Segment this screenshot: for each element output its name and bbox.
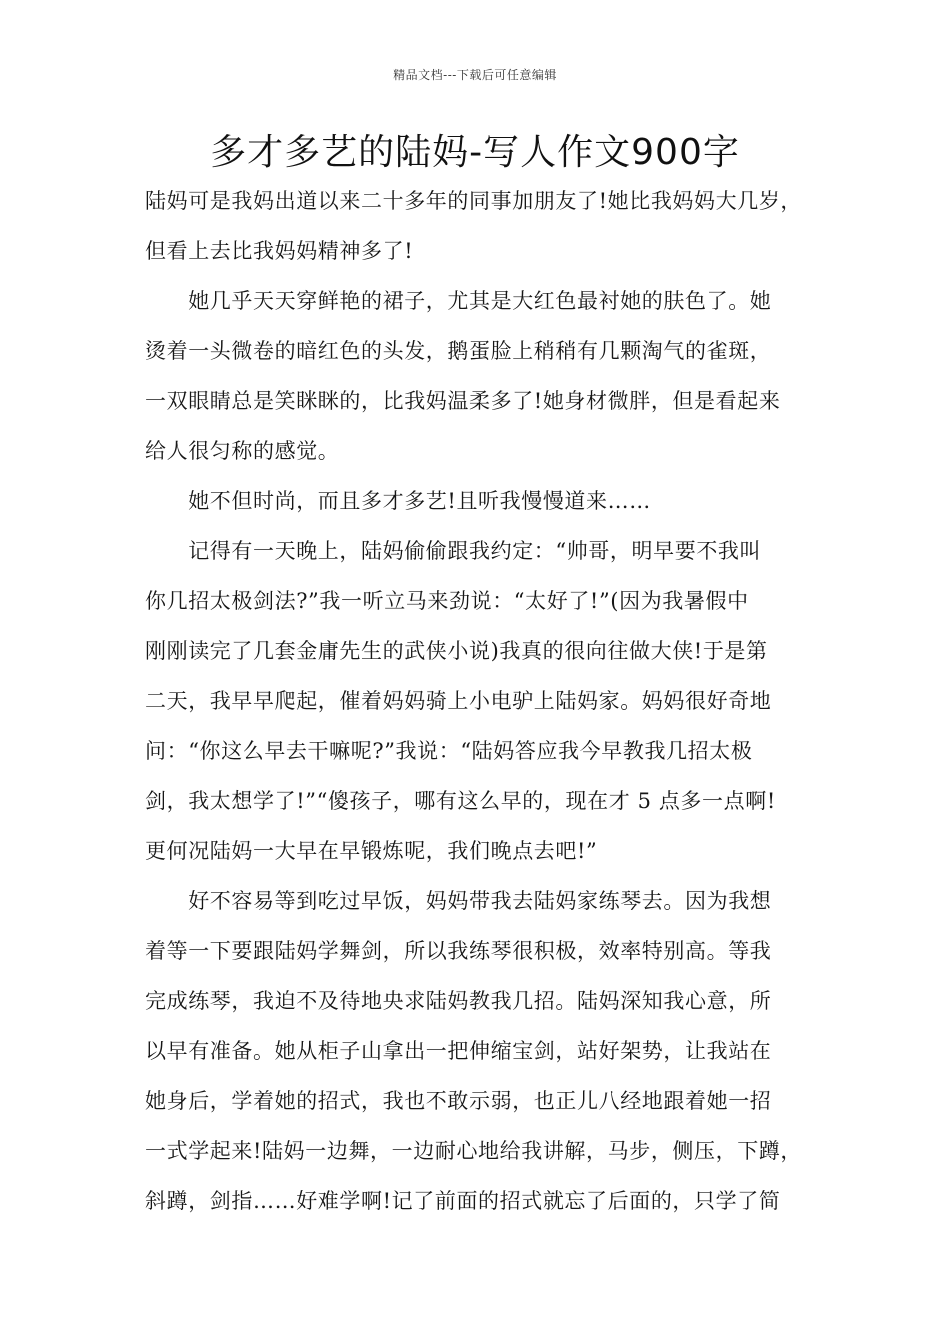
body-line: 她身后，学着她的招式，我也不敢示弱，也正儿八经地跟着她一招 <box>145 1089 772 1113</box>
body-line: 剑，我太想学了!”“傻孩子，哪有这么早的，现在才 5 点多一点啊! <box>145 789 776 813</box>
body-line: 问：“你这么早去干嘛呢?”我说：“陆妈答应我今早教我几招太极 <box>145 739 753 763</box>
body-line: 一式学起来!陆妈一边舞，一边耐心地给我讲解，马步，侧压，下蹲， <box>145 1139 803 1163</box>
body-line: 给人很匀称的感觉。 <box>145 439 340 463</box>
body-line: 烫着一头微卷的暗红色的头发，鹅蛋脸上稍稍有几颗淘气的雀斑， <box>145 339 772 363</box>
page-title: 多才多艺的陆妈-写人作文900字 <box>210 132 740 173</box>
body-line: 刚刚读完了几套金庸先生的武侠小说)我真的很向往做大侠!于是第 <box>145 639 768 663</box>
body-line: 更何况陆妈一大早在早锻炼呢，我们晚点去吧!” <box>145 839 598 863</box>
body-line: 斜蹲，剑指……好难学啊!记了前面的招式就忘了后面的，只学了简 <box>145 1189 781 1213</box>
body-line: 完成练琴，我迫不及待地央求陆妈教我几招。陆妈深知我心意，所 <box>145 989 772 1013</box>
body-line: 记得有一天晚上，陆妈偷偷跟我约定：“帅哥，明早要不我叫 <box>145 539 762 563</box>
body-line: 好不容易等到吃过早饭，妈妈带我去陆妈家练琴去。因为我想 <box>145 889 772 913</box>
body-line: 她不但时尚，而且多才多艺!且听我慢慢道来…… <box>145 489 651 513</box>
body-line: 着等一下要跟陆妈学舞剑，所以我练琴很积极，效率特别高。等我 <box>145 939 772 963</box>
body-line: 你几招太极剑法?”我一听立马来劲说：“太好了!”(因为我暑假中 <box>145 589 749 613</box>
body-line: 陆妈可是我妈出道以来二十多年的同事加朋友了!她比我妈妈大几岁， <box>145 189 803 213</box>
header-note: 精品文档---下载后可任意编辑 <box>393 68 557 82</box>
body-line: 以早有准备。她从柜子山拿出一把伸缩宝剑，站好架势，让我站在 <box>145 1039 772 1063</box>
body-line: 但看上去比我妈妈精神多了! <box>145 239 414 263</box>
body-line: 一双眼睛总是笑眯眯的，比我妈温柔多了!她身材微胖，但是看起来 <box>145 389 781 413</box>
body-line: 二天，我早早爬起，催着妈妈骑上小电驴上陆妈家。妈妈很好奇地 <box>145 689 772 713</box>
body-line: 她几乎天天穿鲜艳的裙子，尤其是大红色最衬她的肤色了。她 <box>145 289 772 313</box>
